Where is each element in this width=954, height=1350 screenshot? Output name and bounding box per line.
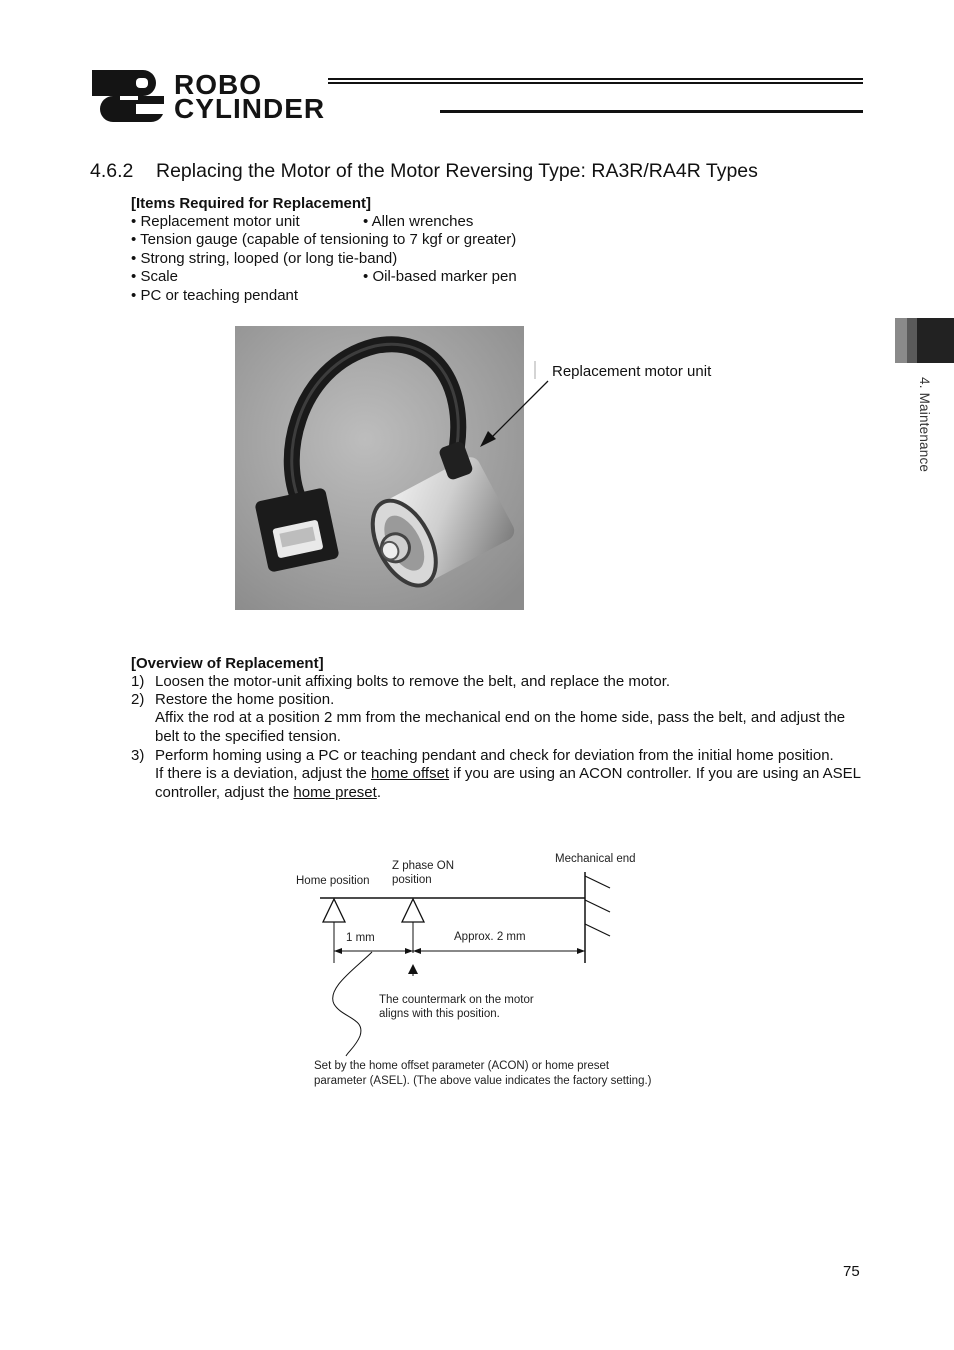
header-rule-thin-1 [328, 78, 863, 80]
step-text: Perform homing using a PC or teaching pendant and check for deviation from the initial home position. [155, 747, 834, 764]
callout-label: Replacement motor unit [552, 363, 712, 380]
home-preset-link: home preset [293, 783, 377, 801]
section-number: 4.6.2 [90, 160, 134, 182]
step-text: Loosen the motor-unit affixing bolts to remove the belt, and replace the motor. [155, 673, 671, 690]
label-countermark-2: aligns with this position. [379, 1008, 500, 1020]
step-number: 2) [131, 691, 145, 708]
overview-heading: [Overview of Replacement] [131, 655, 324, 672]
callout-arrow-icon [478, 355, 558, 450]
label-note-2: parameter (ASEL). (The above value indicates the factory setting.) [314, 1075, 652, 1087]
page-number: 75 [843, 1263, 860, 1280]
side-tab-label: 4. Maintenance [917, 377, 932, 473]
list-item: • Strong string, looped (or long tie-band) [131, 250, 398, 267]
side-tab-stripe-light [895, 318, 907, 363]
rc-logo-mark [90, 68, 435, 126]
side-tab-block [917, 318, 954, 363]
label-approx-2mm: Approx. 2 mm [454, 931, 526, 943]
list-item: • PC or teaching pendant [131, 287, 299, 304]
step-text: If there is a deviation, adjust the home offset if you are using an ACON controller. If you are using an ASEL controller, adjust the home preset. [155, 765, 861, 801]
logo-text-cylinder: CYLINDER [174, 93, 326, 124]
list-item: • Allen wrenches [363, 213, 474, 230]
list-item: • Scale [131, 268, 178, 285]
side-tab-stripe-mid [907, 318, 917, 363]
label-countermark-1: The countermark on the motor [379, 994, 534, 1006]
overview-step-1 [131, 673, 866, 691]
overview-step-3 [131, 747, 866, 802]
label-home-position: Home position [296, 875, 370, 887]
header-rule-thin-2 [328, 82, 863, 84]
list-item: • Oil-based marker pen [363, 268, 517, 285]
home-position-diagram [290, 848, 710, 1098]
list-item: • Replacement motor unit [131, 213, 300, 230]
step-text: Restore the home position. [155, 691, 335, 708]
section-title [90, 160, 758, 183]
logo-text-robo: ROBO [174, 69, 262, 100]
label-note-1: Set by the home offset parameter (ACON) or home preset [314, 1060, 610, 1072]
section-title-text: Replacing the Motor of the Motor Reversing Type: RA3R/RA4R Types [156, 160, 758, 182]
step-number: 3) [131, 747, 145, 764]
label-1mm: 1 mm [346, 932, 375, 944]
label-z-phase-2: position [392, 874, 432, 886]
step-number: 1) [131, 673, 145, 690]
home-offset-link: home offset [370, 765, 450, 783]
header-rule-thick [440, 110, 863, 113]
step-text: Affix the rod at a position 2 mm from the mechanical end on the home side, pass the belt, and adjust the belt to the specified tension. [155, 709, 846, 745]
items-heading: [Items Required for Replacement] [131, 195, 372, 212]
overview-step-2 [131, 691, 866, 746]
label-mechanical-end: Mechanical end [555, 853, 636, 865]
list-item: • Tension gauge (capable of tensioning to 7 kgf or greater) [131, 231, 517, 248]
label-z-phase-1: Z phase ON [392, 860, 454, 872]
